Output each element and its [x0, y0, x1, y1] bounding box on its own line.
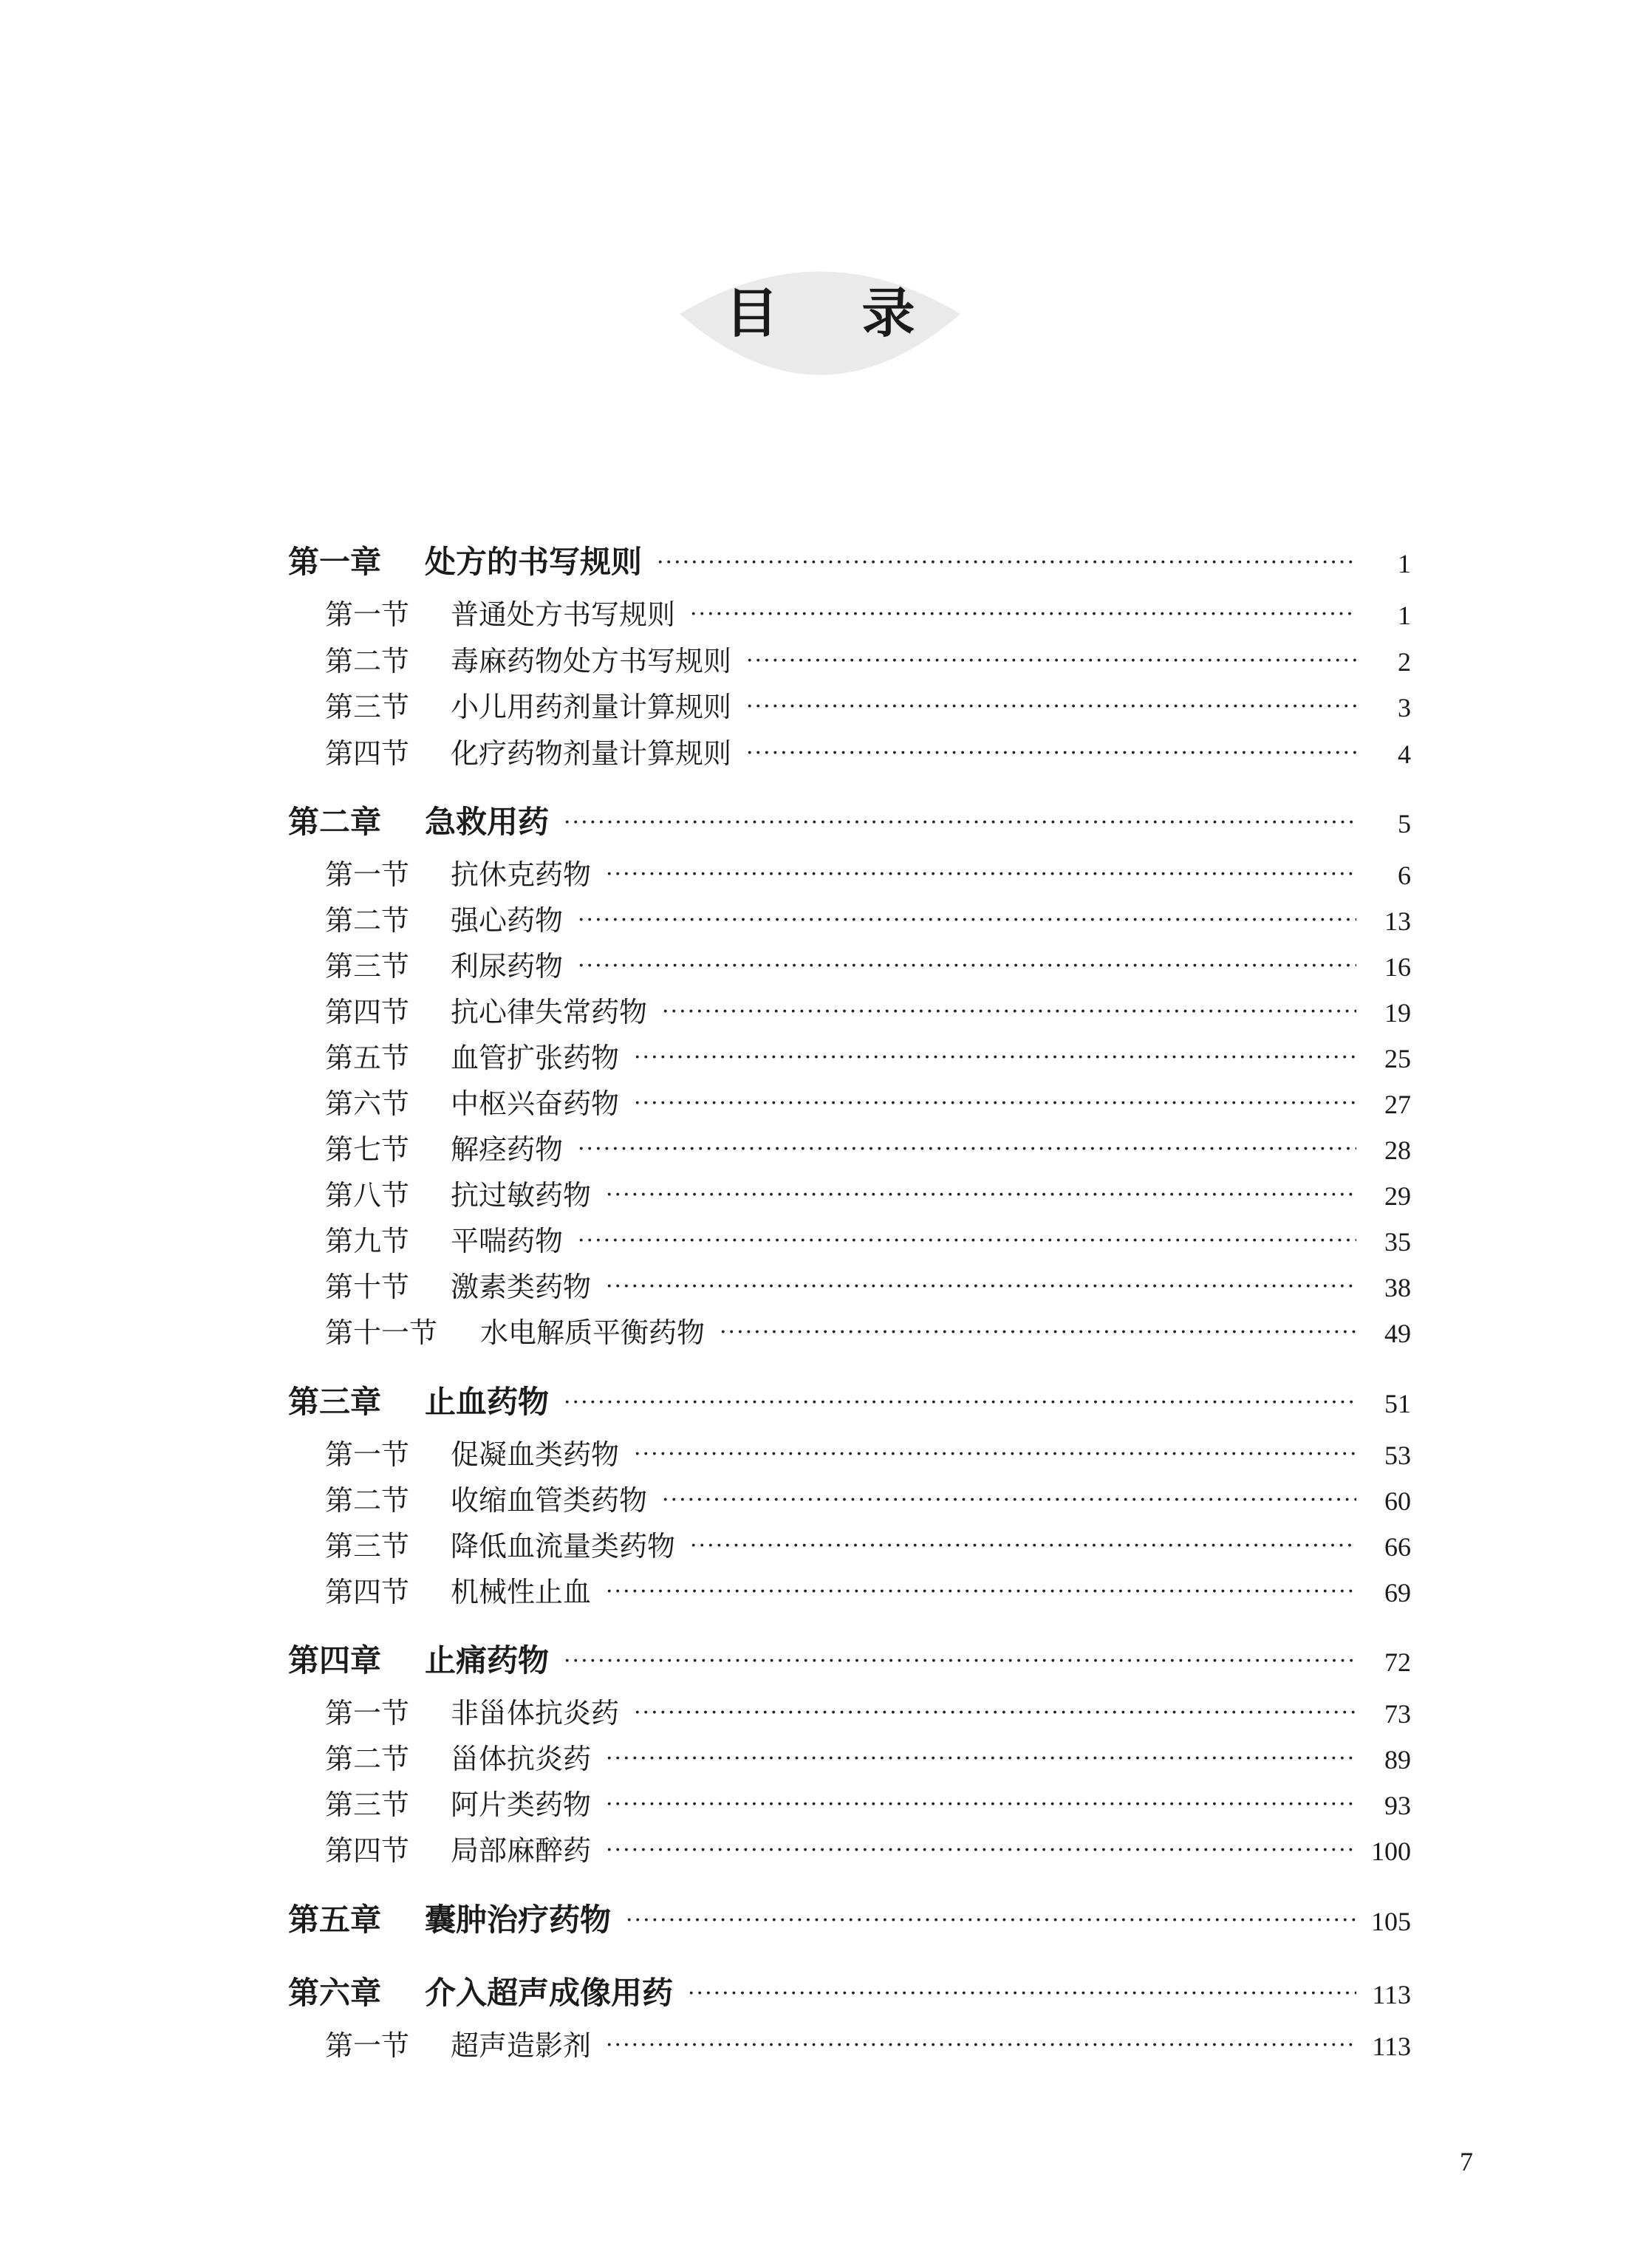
toc-entry-page: 5 [1398, 809, 1411, 838]
toc-entry-number: 第四节 [325, 1576, 410, 1608]
toc-entry-number: 第九节 [325, 1225, 410, 1257]
toc-entry-page: 100 [1371, 1837, 1411, 1866]
toc-entry-title: 抗心律失常药物 [451, 996, 648, 1028]
dot-leader [746, 694, 1356, 720]
dot-leader [662, 1487, 1356, 1513]
toc-entry-number: 第三节 [325, 1530, 410, 1562]
toc-entry-title: 平喘药物 [451, 1225, 564, 1257]
dot-leader [634, 1045, 1356, 1070]
toc-entry-page: 29 [1384, 1181, 1411, 1211]
dot-leader [578, 1228, 1356, 1254]
toc-entry-number: 第四节 [325, 1834, 410, 1867]
toc-entry-title: 超声造影剂 [451, 2029, 592, 2062]
dot-leader [720, 1319, 1356, 1345]
toc-entry-title: 解痉药物 [451, 1133, 564, 1166]
dot-leader [606, 1791, 1356, 1817]
toc-entry-page: 49 [1384, 1319, 1411, 1348]
toc-entry-title: 囊肿治疗药物 [425, 1902, 612, 1938]
toc-entry-title: 中枢兴奋药物 [451, 1087, 620, 1120]
dot-leader [662, 999, 1356, 1025]
toc-section-row[interactable] [288, 898, 1411, 938]
toc-section-row[interactable] [288, 1081, 1411, 1121]
toc-entry-title: 阿片类药物 [451, 1789, 592, 1821]
toc-entry-page: 4 [1398, 740, 1411, 769]
toc-entry-number: 第三节 [325, 950, 410, 983]
dot-leader [746, 648, 1356, 674]
toc-entry-number: 第四节 [325, 996, 410, 1028]
toc-entry-number: 第一节 [325, 1697, 410, 1729]
toc-chapter-row[interactable] [288, 1896, 1411, 1940]
toc-entry-page: 28 [1384, 1135, 1411, 1165]
toc-section-row[interactable] [288, 1782, 1411, 1823]
toc-section-row[interactable] [288, 592, 1411, 632]
toc-entry-title: 降低血流量类药物 [451, 1530, 676, 1562]
toc-entry-number: 第六节 [325, 1087, 410, 1120]
dot-leader [634, 1700, 1356, 1726]
toc-entry-number: 第六章 [288, 1975, 382, 2011]
toc-section-row[interactable] [288, 1035, 1411, 1076]
toc-entry-page: 72 [1384, 1647, 1411, 1677]
dot-leader [564, 1390, 1356, 1415]
page-number: 7 [1460, 2147, 1473, 2176]
toc-entry-number: 第四节 [325, 737, 410, 770]
toc-entry-page: 3 [1398, 693, 1411, 723]
toc-entry-title: 急救用药 [425, 804, 550, 840]
dot-leader [690, 601, 1356, 627]
toc-chapter-row[interactable] [288, 798, 1411, 842]
toc-entry-page: 19 [1384, 998, 1411, 1028]
toc-section-row[interactable] [288, 638, 1411, 679]
dot-leader [634, 1090, 1356, 1116]
dot-leader [690, 1533, 1356, 1559]
toc-chapter-row[interactable] [288, 538, 1411, 582]
toc-entry-title: 介入超声成像用药 [425, 1975, 674, 2011]
toc-entry-page: 25 [1384, 1044, 1411, 1073]
toc-entry-page: 6 [1398, 861, 1411, 890]
toc-section-row[interactable] [288, 852, 1411, 892]
toc-entry-page: 53 [1384, 1441, 1411, 1470]
toc-entry-title: 小儿用药剂量计算规则 [451, 691, 732, 723]
toc-entry-title: 血管扩张药物 [451, 1042, 620, 1074]
toc-chapter-row[interactable] [288, 1636, 1411, 1681]
toc-entry-number: 第二节 [325, 1743, 410, 1775]
toc-section-row[interactable] [288, 1218, 1411, 1259]
dot-leader [688, 1981, 1356, 2006]
toc-section-row[interactable] [288, 2023, 1411, 2063]
toc-entry-page: 113 [1372, 1980, 1411, 2009]
toc-entry-title: 抗休克药物 [451, 858, 592, 891]
dot-leader [564, 810, 1356, 836]
toc-entry-title: 局部麻醉药 [451, 1834, 592, 1867]
toc-entry-page: 51 [1384, 1389, 1411, 1418]
toc-entry-title: 收缩血管类药物 [451, 1484, 648, 1517]
toc-entry-title: 机械性止血 [451, 1576, 592, 1608]
toc-entry-number: 第一节 [325, 1438, 410, 1471]
toc-entry-number: 第八节 [325, 1179, 410, 1212]
toc-entry-number: 第二节 [325, 904, 410, 937]
toc-entry-page: 105 [1371, 1907, 1411, 1936]
dot-leader [657, 550, 1356, 575]
toc-entry-number: 第三节 [325, 1789, 410, 1821]
toc-entry-title: 水电解质平衡药物 [480, 1316, 705, 1349]
toc-entry-number: 第五章 [288, 1902, 382, 1938]
toc-entry-number: 第一节 [325, 858, 410, 891]
toc-entry-title: 利尿药物 [451, 950, 564, 983]
toc-entry-page: 13 [1384, 906, 1411, 936]
dot-leader [578, 953, 1356, 979]
toc-entry-number: 第五节 [325, 1042, 410, 1074]
toc-section-row[interactable] [288, 731, 1411, 771]
dot-leader [578, 907, 1356, 933]
toc-entry-number: 第十一节 [325, 1316, 438, 1349]
toc-section-row[interactable] [288, 1172, 1411, 1213]
toc-entry-page: 69 [1384, 1578, 1411, 1608]
toc-section-row[interactable] [288, 1478, 1411, 1518]
toc-entry-number: 第一章 [288, 544, 382, 580]
toc-entry-number: 第三节 [325, 691, 410, 723]
toc-section-row[interactable] [288, 1127, 1411, 1167]
dot-leader [606, 1182, 1356, 1208]
toc-entry-title: 非甾体抗炎药 [451, 1697, 620, 1729]
page-title: 目 录 [725, 281, 948, 344]
toc-section-row[interactable] [288, 1569, 1411, 1610]
toc-entry-page: 60 [1384, 1486, 1411, 1516]
toc-entry-page: 16 [1384, 952, 1411, 982]
toc-section-row[interactable] [288, 684, 1411, 725]
dot-leader [606, 1837, 1356, 1863]
toc-entry-number: 第二节 [325, 1484, 410, 1517]
toc-entry-title: 甾体抗炎药 [451, 1743, 592, 1775]
toc-entry-number: 第十节 [325, 1271, 410, 1303]
dot-leader [606, 861, 1356, 887]
toc-section-row[interactable] [288, 1432, 1411, 1472]
toc-entry-page: 66 [1384, 1532, 1411, 1562]
toc-entry-title: 止痛药物 [425, 1642, 550, 1678]
toc-entry-number: 第二节 [325, 645, 410, 677]
toc-entry-title: 止血药物 [425, 1384, 550, 1420]
toc-entry-title: 强心药物 [451, 904, 564, 937]
toc-entry-number: 第三章 [288, 1384, 382, 1420]
toc-entry-number: 第四章 [288, 1642, 382, 1678]
toc-entry-page: 35 [1384, 1227, 1411, 1257]
toc-entry-page: 1 [1398, 549, 1411, 578]
toc-entry-title: 毒麻药物处方书写规则 [451, 645, 732, 677]
toc-entry-title: 促凝血类药物 [451, 1438, 620, 1471]
toc-entry-title: 抗过敏药物 [451, 1179, 592, 1212]
dot-leader [578, 1136, 1356, 1162]
title-banner [0, 244, 1640, 384]
toc-entry-page: 93 [1384, 1791, 1411, 1820]
toc-entry-title: 处方的书写规则 [425, 544, 643, 580]
toc-entry-page: 1 [1398, 601, 1411, 630]
toc-section-row[interactable] [288, 1310, 1411, 1350]
dot-leader [606, 1746, 1356, 1772]
toc-entry-number: 第七节 [325, 1133, 410, 1166]
toc-chapter-row[interactable] [288, 1969, 1411, 2013]
toc-chapter-row[interactable] [288, 1378, 1411, 1422]
toc-entry-page: 38 [1384, 1273, 1411, 1302]
toc-entry-page: 73 [1384, 1699, 1411, 1729]
toc-entry-number: 第二章 [288, 804, 382, 840]
toc-entry-title: 激素类药物 [451, 1271, 592, 1303]
toc-entry-page: 113 [1372, 2032, 1411, 2061]
toc-entry-page: 89 [1384, 1745, 1411, 1775]
dot-leader [634, 1441, 1356, 1467]
toc-section-row[interactable] [288, 989, 1411, 1030]
toc-entry-title: 普通处方书写规则 [451, 598, 676, 631]
dot-leader [606, 1579, 1356, 1605]
toc-section-row[interactable] [288, 1264, 1411, 1305]
toc-section-row[interactable] [288, 943, 1411, 984]
dot-leader [606, 2032, 1356, 2058]
toc-section-row[interactable] [288, 1523, 1411, 1564]
toc-section-row[interactable] [288, 1736, 1411, 1777]
toc-entry-page: 2 [1398, 647, 1411, 677]
toc-section-row[interactable] [288, 1828, 1411, 1868]
toc-entry-title: 化疗药物剂量计算规则 [451, 737, 732, 770]
toc-entry-number: 第一节 [325, 598, 410, 631]
dot-leader [626, 1907, 1356, 1933]
toc-entry-number: 第一节 [325, 2029, 410, 2062]
dot-leader [606, 1274, 1356, 1299]
dot-leader [746, 740, 1356, 766]
toc-section-row[interactable] [288, 1690, 1411, 1731]
toc-entry-page: 27 [1384, 1090, 1411, 1119]
dot-leader [564, 1648, 1356, 1674]
